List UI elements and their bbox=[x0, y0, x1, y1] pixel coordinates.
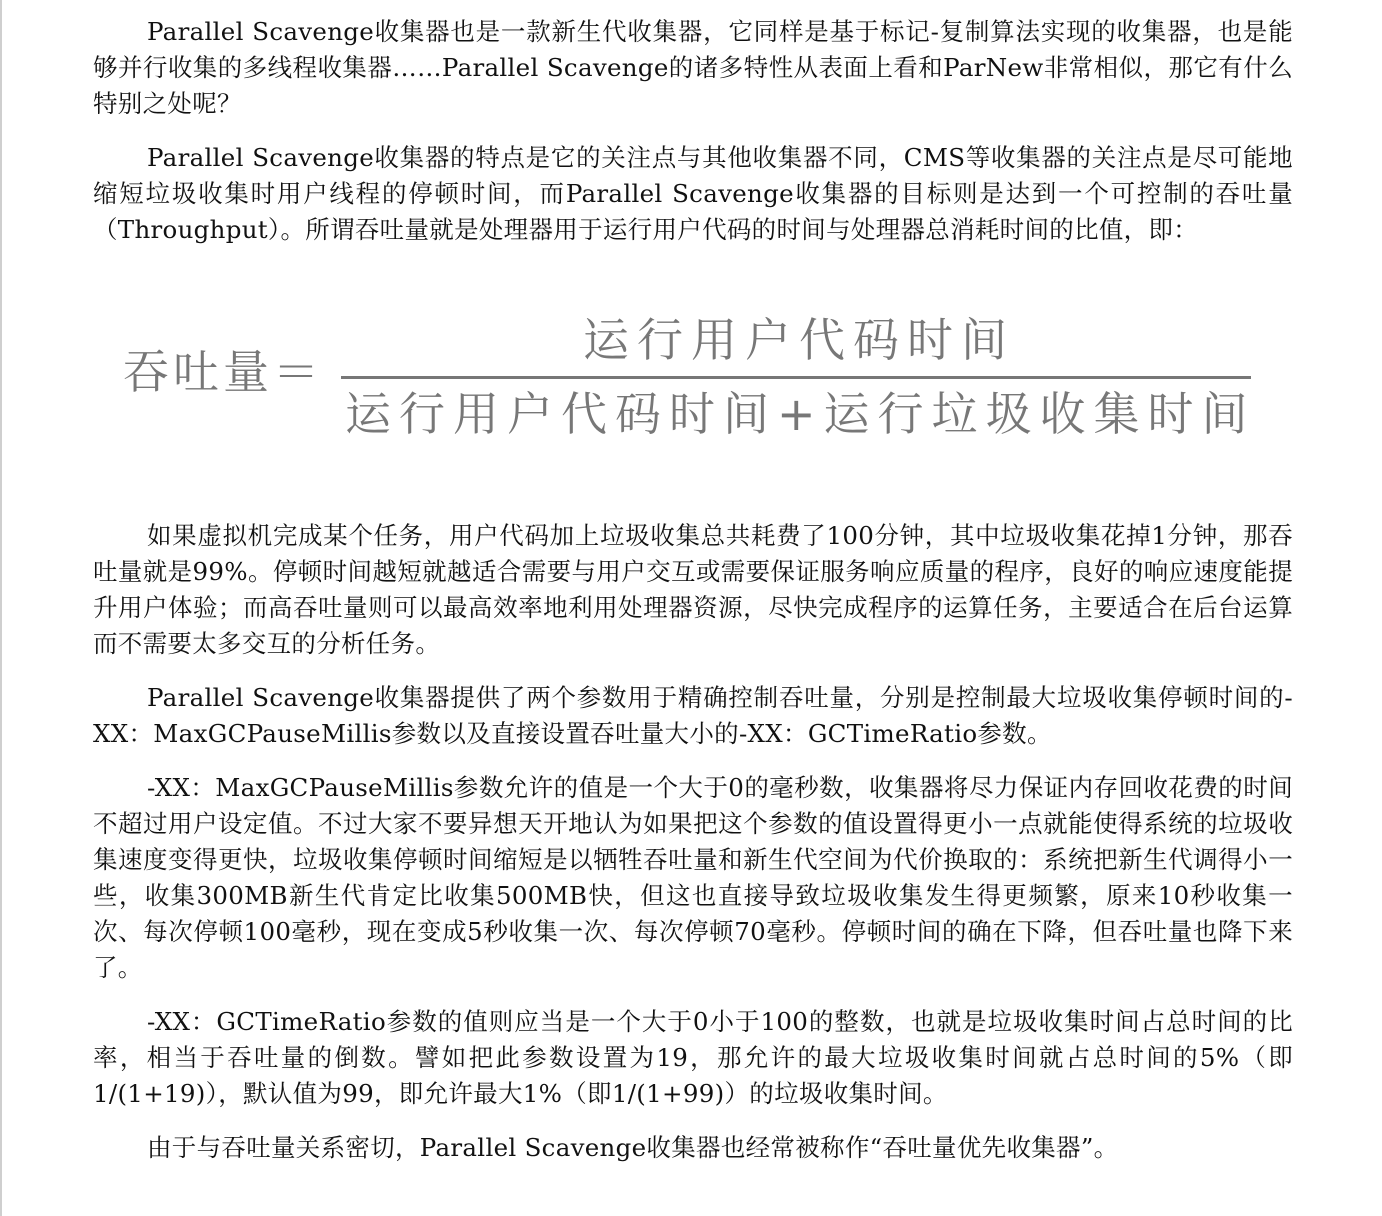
paragraph-maxgcpausemillis: -XX：MaxGCPauseMillis参数允许的值是一个大于0的毫秒数，收集器将尽力保证内存回收花费的时间不超过用户设定值。不过大家不要异想天开地认为如果把这个参数的值设置得更小一点就能使得系统的垃圾收集速度变得更快，垃圾收集停顿时间缩短是以牺牲吞吐量和新生代空间为代价换取的：系统把新生代调得小一些，收集300MB新生代肯定比收集500MB快，但这也直接导致垃圾收集发生得更频繁，原来10秒收集一次、每次停顿100毫秒，现在变成5秒收集一次、每次停顿70毫秒。停顿时间的确在下降，但吞吐量也降下来了。 bbox=[93, 773, 1293, 982]
paragraph-parameters: Parallel Scavenge收集器提供了两个参数用于精确控制吞吐量，分别是控制最大垃圾收集停顿时间的-XX：MaxGCPauseMillis参数以及直接设置吞吐量大小的-XX：GCTimeRatio参数。 bbox=[93, 683, 1293, 748]
formula-denominator: 运行用户代码时间+运行垃圾收集时间 bbox=[345, 387, 1256, 441]
formula-numerator: 运行用户代码时间 bbox=[583, 313, 1015, 367]
document-page bbox=[93, 14, 1293, 1166]
page-left-border bbox=[0, 0, 2, 1216]
throughput-formula-image bbox=[93, 248, 1293, 518]
paragraph-throughput-definition: Parallel Scavenge收集器的特点是它的关注点与其他收集器不同，CMS等收集器的关注点是尽可能地缩短垃圾收集时用户线程的停顿时间，而Parallel Scavenge收集器的目标则是达到一个可控制的吞吐量（Throughput）。所谓吞吐量就是处理器用于运行用户代码的时间与处理器总消耗时间的比值，即： bbox=[93, 143, 1293, 244]
paragraph-gctimeratio: -XX：GCTimeRatio参数的值则应当是一个大于0小于100的整数，也就是垃圾收集时间占总时间的比率，相当于吞吐量的倒数。譬如把此参数设置为19，那允许的最大垃圾收集时间就占总时间的5%（即1/(1+19)），默认值为99，即允许最大1%（即1/(1+99)）的垃圾收集时间。 bbox=[93, 1007, 1293, 1108]
paragraph-intro: Parallel Scavenge收集器也是一款新生代收集器，它同样是基于标记-复制算法实现的收集器，也是能够并行收集的多线程收集器……Parallel Scavenge的诸多特性从表面上看和ParNew非常相似，那它有什么特别之处呢？ bbox=[93, 17, 1293, 118]
formula-fraction-bar bbox=[341, 376, 1251, 379]
paragraph-throughput-first: 由于与吞吐量关系密切，Parallel Scavenge收集器也经常被称作“吞吐量优先收集器”。 bbox=[147, 1133, 1119, 1162]
formula-lhs: 吞吐量＝ bbox=[123, 345, 323, 399]
paragraph-throughput-example: 如果虚拟机完成某个任务，用户代码加上垃圾收集总共耗费了100分钟，其中垃圾收集花掉1分钟，那吞吐量就是99%。停顿时间越短就越适合需要与用户交互或需要保证服务响应质量的程序，良好的响应速度能提升用户体验；而高吞吐量则可以最高效率地利用处理器资源，尽快完成程序的运算任务，主要适合在后台运算而不需要太多交互的分析任务。 bbox=[93, 521, 1293, 658]
